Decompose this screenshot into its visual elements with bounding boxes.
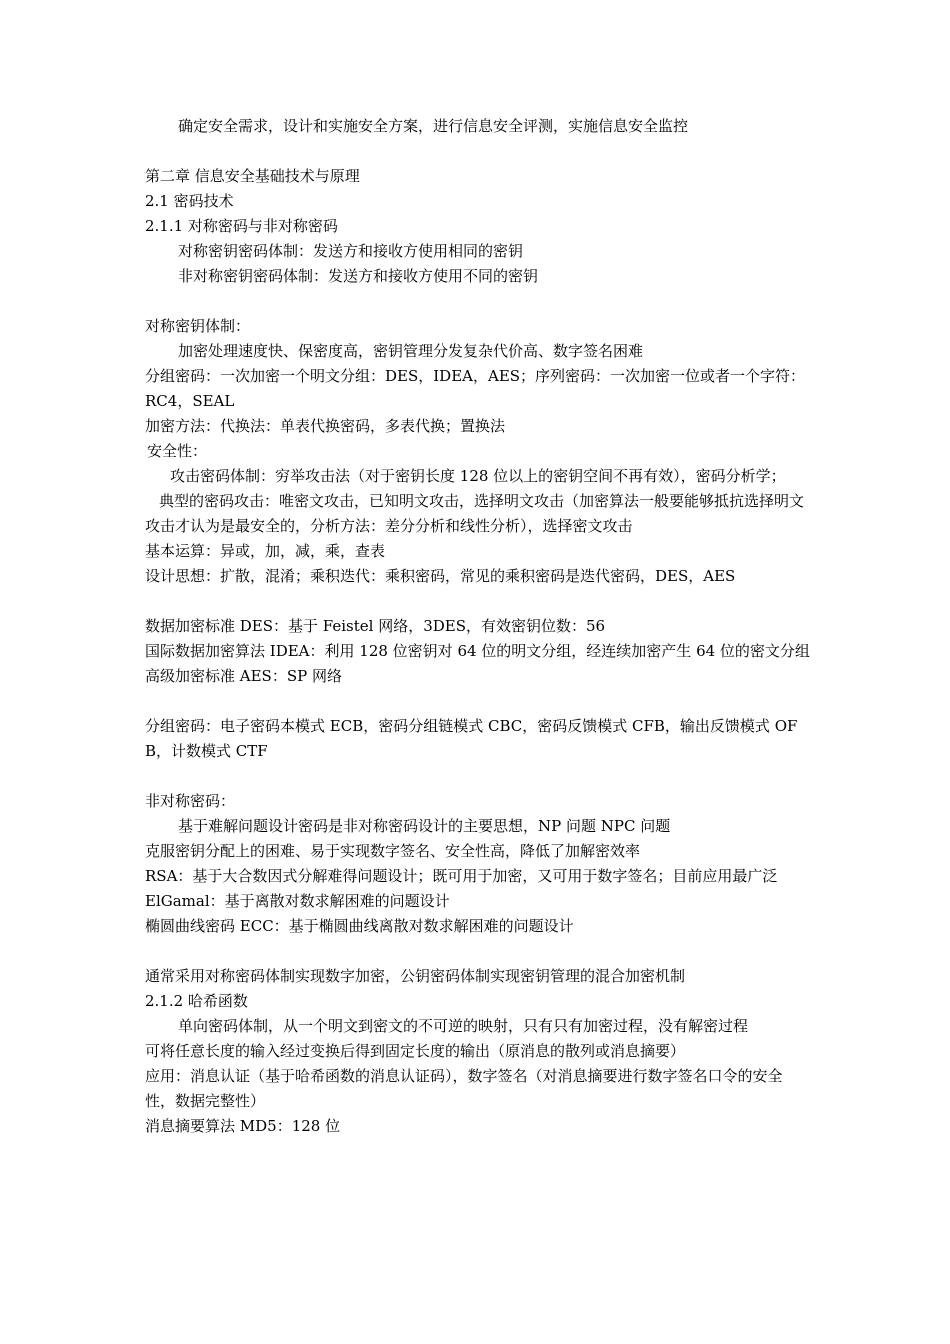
blank-line xyxy=(145,289,810,314)
paragraph: RSA：基于大合数因式分解难得问题设计；既可用于加密，又可用于数字签名；目前应用最广泛 xyxy=(145,867,778,885)
paragraph: 对称密钥体制： xyxy=(145,317,251,335)
paragraph xyxy=(145,489,810,539)
paragraph: 基于难解问题设计密码是非对称密码设计的主要思想，NP 问题 NPC 问题 xyxy=(178,817,671,835)
paragraph: 可将任意长度的输入经过变换后得到固定长度的输出（原消息的散列或消息摘要） xyxy=(145,1042,686,1060)
paragraph: 椭圆曲线密码 ECC：基于椭圆曲线离散对数求解困难的问题设计 xyxy=(145,917,574,935)
blank-line xyxy=(145,139,810,164)
paragraph: 分组密码：一次加密一个明文分组：DES，IDEA，AES；序列密码：一次加密一位或者一个字符：RC4，SEAL xyxy=(145,367,806,410)
paragraph: 非对称密钥密码体制：发送方和接收方使用不同的密钥 xyxy=(178,267,539,285)
paragraph-text: 攻击密码体制：穷举攻击法（对于密钥长度 128 位以上的密钥空间不再有效），密码分析学； xyxy=(170,467,786,485)
paragraph: 分组密码：电子密码本模式 ECB，密码分组链模式 CBC，密码反馈模式 CFB，输出反馈模式 OFB，计数模式 CTF xyxy=(145,717,798,760)
blank-line xyxy=(145,939,810,964)
paragraph: 确定安全需求，设计和实施安全方案，进行信息安全评测，实施信息安全监控 xyxy=(178,117,689,135)
paragraph: 高级加密标准 AES：SP 网络 xyxy=(145,667,342,685)
document-body xyxy=(145,114,810,1139)
blank-line xyxy=(145,689,810,714)
paragraph: 克服密钥分配上的困难、易于实现数字签名、安全性高，降低了加解密效率 xyxy=(145,842,641,860)
paragraph: 基本运算：异或，加，减，乘，查表 xyxy=(145,542,386,560)
paragraph: 加密方法：代换法：单表代换密码，多表代换；置换法 xyxy=(145,417,506,435)
paragraph: 非对称密码： xyxy=(145,792,236,810)
paragraph: 数据加密标准 DES：基于 Feistel 网络，3DES，有效密钥位数：56 xyxy=(145,617,606,635)
paragraph-text: 典型的密码攻击：唯密文攻击，已知明文攻击，选择明文攻击（加密算法一般要能够抵抗选择明文攻击才认为是最安全的，分析方法：差分分析和线性分析），选择密文攻击 xyxy=(145,492,805,535)
paragraph: 单向密码体制，从一个明文到密文的不可逆的映射，只有只有加密过程，没有解密过程 xyxy=(178,1017,749,1035)
paragraph: 应用：消息认证（基于哈希函数的消息认证码），数字签名（对消息摘要进行数字签名口令的安全性，数据完整性） xyxy=(145,1067,783,1110)
blank-line xyxy=(145,764,810,789)
paragraph: ElGamal：基于离散对数求解困难的问题设计 xyxy=(145,892,450,910)
blank-line xyxy=(145,589,810,614)
paragraph: 设计思想：扩散，混淆；乘积迭代：乘积密码，常见的乘积密码是迭代密码，DES，AES xyxy=(145,567,736,585)
chapter-heading: 第二章 信息安全基础技术与原理 xyxy=(145,167,360,185)
paragraph: 安全性： xyxy=(147,442,208,460)
paragraph: 对称密钥密码体制：发送方和接收方使用相同的密钥 xyxy=(178,242,524,260)
paragraph: 通常采用对称密码体制实现数字加密，公钥密码体制实现密钥管理的混合加密机制 xyxy=(145,967,686,985)
subsection-heading: 2.1.1 对称密码与非对称密码 xyxy=(145,217,338,235)
paragraph xyxy=(145,464,810,489)
paragraph: 消息摘要算法 MD5：128 位 xyxy=(145,1117,341,1135)
paragraph: 国际数据加密算法 IDEA：利用 128 位密钥对 64 位的明文分组，经连续加密产生 64 位的密文分组 xyxy=(145,642,810,660)
subsection-heading: 2.1.2 哈希函数 xyxy=(145,992,248,1010)
section-heading: 2.1 密码技术 xyxy=(145,192,234,210)
paragraph: 加密处理速度快、保密度高，密钥管理分发复杂代价高、数字签名困难 xyxy=(178,342,644,360)
